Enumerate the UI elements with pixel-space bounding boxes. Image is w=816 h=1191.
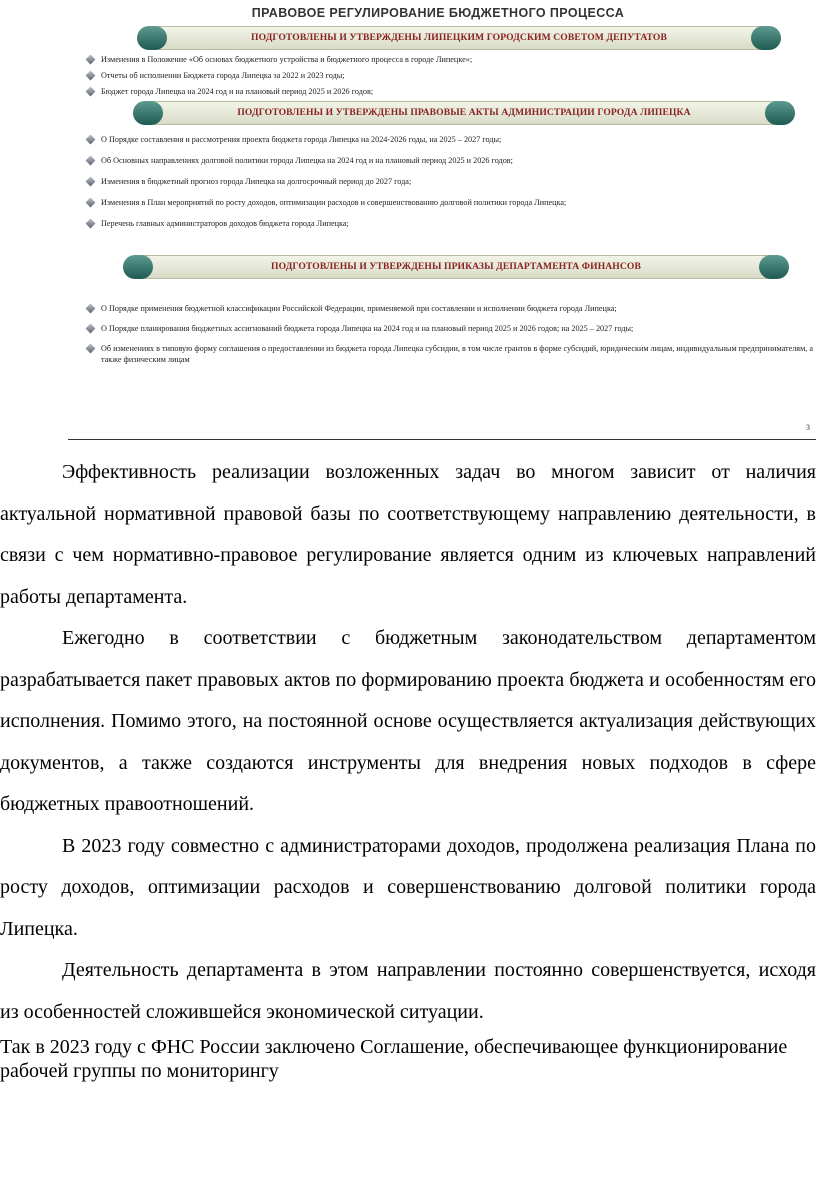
- list-item: О Порядке применения бюджетной классификации Российской Федерации, применяемой при составлении и исполнении бюджета города Липецка;: [84, 303, 814, 314]
- section-heading: ПОДГОТОВЛЕНЫ И УТВЕРЖДЕНЫ ПРАВОВЫЕ АКТЫ АДМИНИСТРАЦИИ ГОРОДА ЛИПЕЦКА: [237, 107, 691, 118]
- paragraph: Эффективность реализации возложенных задач во многом зависит от наличия актуальной нормативной правовой базы по соответствующему направлению деятельности, в связи с чем нормативно-правовое регулирование является одним из ключевых направлений работы департамента.: [0, 461, 816, 608]
- paragraph: В 2023 году совместно с администраторами доходов, продолжена реализация Плана по росту доходов, оптимизации расходов и совершенствованию долговой политики города Липецка.: [0, 834, 816, 940]
- diamond-bullet-icon: [86, 177, 96, 187]
- banner-cap-left: [133, 101, 163, 125]
- section-list-finance-department: [84, 303, 814, 365]
- diamond-bullet-icon: [86, 156, 96, 166]
- list-item: Изменения в План мероприятий по росту доходов, оптимизации расходов и совершенствованию долговой политики города Липецка;: [84, 197, 804, 208]
- closing-paragraph: Так в 2023 году с ФНС России заключено Соглашение, обеспечивающее функционирование рабочей группы по мониторингу: [0, 1036, 788, 1082]
- diamond-bullet-icon: [86, 344, 96, 354]
- list-item: О Порядке планирования бюджетных ассигнований бюджета города Липецка на 2024 год и на плановый период 2025 и 2026 годов; на 2025 – 2027 годы;: [84, 323, 814, 334]
- section-banner-administration: [140, 101, 788, 125]
- diamond-bullet-icon: [86, 198, 96, 208]
- banner-cap-right: [765, 101, 795, 125]
- slide-bottom-rule: [68, 439, 816, 440]
- diamond-bullet-icon: [86, 219, 96, 229]
- banner-cap-right: [751, 26, 781, 50]
- list-item: Об Основных направлениях долговой политики города Липецка на 2024 год и на плановый период 2025 и 2026 годов;: [84, 155, 804, 166]
- paragraph: Ежегодно в соответствии с бюджетным законодательством департаментом разрабатывается пакет правовых актов по формированию проекта бюджета и особенностям его исполнения. Помимо этого, на постоянной основе осуществляется актуализация действующих документов, а также создаются инструменты для внедрения новых подходов в сфере бюджетных правоотношений.: [0, 627, 816, 815]
- diamond-bullet-icon: [86, 304, 96, 314]
- section-heading: ПОДГОТОВЛЕНЫ И УТВЕРЖДЕНЫ ПРИКАЗЫ ДЕПАРТАМЕНТА ФИНАНСОВ: [271, 261, 641, 272]
- section-list-administration: [84, 134, 804, 229]
- banner-cap-left: [137, 26, 167, 50]
- slide-image: [60, 0, 816, 440]
- section-heading: ПОДГОТОВЛЕНЫ И УТВЕРЖДЕНЫ ЛИПЕЦКИМ ГОРОДСКИМ СОВЕТОМ ДЕПУТАТОВ: [251, 32, 667, 43]
- banner-cap-left: [123, 255, 153, 279]
- section-banner-city-council: [144, 26, 774, 50]
- section-list-city-council: [84, 54, 804, 97]
- list-item: Отчеты об исполнении Бюджета города Липецка за 2022 и 2023 годы;: [84, 70, 804, 81]
- slide-page-number: 3: [806, 423, 810, 432]
- list-item: Перечень главных администраторов доходов бюджета города Липецка;: [84, 218, 804, 229]
- slide-title: ПРАВОВОЕ РЕГУЛИРОВАНИЕ БЮДЖЕТНОГО ПРОЦЕССА: [251, 6, 625, 20]
- list-item: Изменения в Положение «Об основах бюджетного устройства и бюджетного процесса в городе Липецке»;: [84, 54, 804, 65]
- document-body: [0, 452, 816, 1083]
- diamond-bullet-icon: [86, 324, 96, 334]
- section-banner-finance-department: [130, 255, 782, 279]
- diamond-bullet-icon: [86, 135, 96, 145]
- list-item: Об изменениях в типовую форму соглашения о предоставлении из бюджета города Липецка субсидии, в том числе грантов в форме субсидий, юридическим лицам, индивидуальным предпринимателям, а также физическим лицам: [84, 343, 814, 365]
- diamond-bullet-icon: [86, 87, 96, 97]
- diamond-bullet-icon: [86, 71, 96, 81]
- banner-cap-right: [759, 255, 789, 279]
- list-item: О Порядке составления и рассмотрения проекта бюджета города Липецка на 2024-2026 годы, на 2025 – 2027 годы;: [84, 134, 804, 145]
- diamond-bullet-icon: [86, 55, 96, 65]
- list-item: Изменения в бюджетный прогноз города Липецка на долгосрочный период до 2027 года;: [84, 176, 804, 187]
- list-item: Бюджет города Липецка на 2024 год и на плановый период 2025 и 2026 годов;: [84, 86, 804, 97]
- paragraph: Деятельность департамента в этом направлении постоянно совершенствуется, исходя из особенностей сложившейся экономической ситуации.: [0, 959, 816, 1023]
